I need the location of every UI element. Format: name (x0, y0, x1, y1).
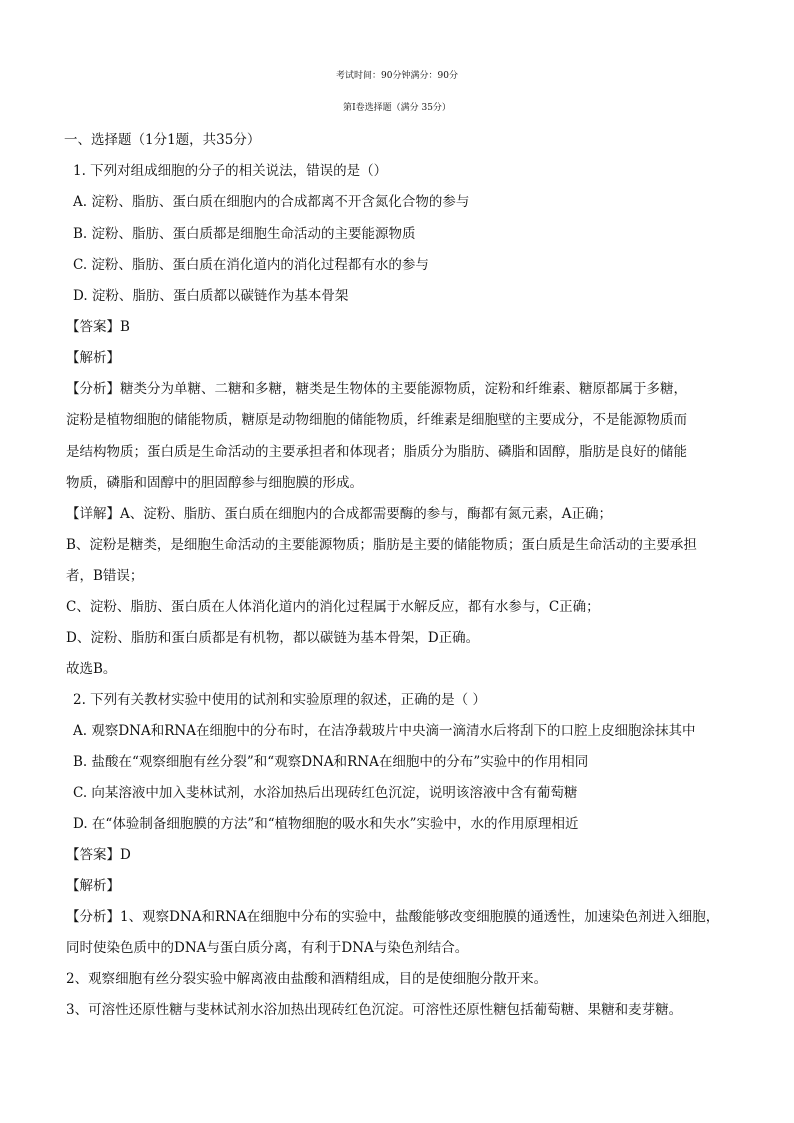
q1-option-d: D. 淀粉、脂肪、蛋白质都以碳链作为基本骨架 (73, 288, 349, 304)
q1-detail-line: 【详解】A、淀粉、脂肪、蛋白质在细胞内的合成都需要酶的参与，酶都有氮元素，A正确； (66, 506, 612, 522)
q2-stem: 2. 下列有关教材实验中使用的试剂和实验原理的叙述，正确的是（ ） (73, 692, 486, 708)
section-title: 第Ⅰ卷选择题（满分 35分） (343, 103, 451, 113)
q1-option-c: C. 淀粉、脂肪、蛋白质在消化道内的消化过程都有水的参与 (73, 257, 429, 273)
q2-option-c: C. 向某溶液中加入斐林试剂，水浴加热后出现砖红色沉淀，说明该溶液中含有葡萄糖 (73, 785, 578, 801)
q1-detail-line: D、淀粉、脂肪和蛋白质都是有机物，都以碳链为基本骨架，D正确。 (66, 630, 480, 646)
q1-detail-line: C、淀粉、脂肪、蛋白质在人体消化道内的消化过程属于水解反应，都有水参与，C正确； (66, 599, 600, 615)
q1-conclusion: 故选B。 (66, 661, 117, 677)
q1-analysis-line: 是结构物质；蛋白质是生命活动的主要承担者和体现者；脂质分为脂肪、磷脂和固醇，脂肪是良好的储能 (66, 444, 687, 460)
q1-option-b: B. 淀粉、脂肪、蛋白质都是细胞生命活动的主要能源物质 (73, 226, 416, 242)
part-heading: 一、选择题（1分1题，共35分） (64, 132, 261, 148)
q1-detail-line: B、淀粉是糖类，是细胞生命活动的主要能源物质；脂肪是主要的储能物质；蛋白质是生命活动的主要承担 (66, 537, 697, 553)
exam-time-score: 考试时间：90分钟满分：90分 (336, 71, 458, 81)
q2-analysis-label: 【解析】 (66, 878, 120, 894)
q1-answer: 【答案】B (66, 319, 130, 335)
q1-analysis-line: 淀粉是植物细胞的储能物质，糖原是动物细胞的储能物质，纤维素是细胞壁的主要成分，不是能源物质而 (66, 412, 687, 428)
q2-analysis-line: 3、可溶性还原性糖与斐林试剂水浴加热出现砖红色沉淀。可溶性还原性糖包括葡萄糖、果糖和麦芽糖。 (66, 1002, 683, 1018)
q2-analysis-line: 【分析】1、观察DNA和RNA在细胞中分布的实验中，盐酸能够改变细胞膜的通透性，加速染色剂进入细胞， (66, 909, 720, 925)
q2-analysis-line: 同时使染色质中的DNA与蛋白质分离，有利于DNA与染色剂结合。 (66, 940, 469, 956)
q1-analysis-line: 【分析】糖类分为单糖、二糖和多糖，糖类是生物体的主要能源物质，淀粉和纤维素、糖原都属于多糖， (66, 381, 687, 397)
q1-analysis-line: 物质，磷脂和固醇中的胆固醇参与细胞膜的形成。 (66, 475, 363, 491)
q1-detail-line: 者，B错误； (66, 568, 144, 584)
q1-analysis-label: 【解析】 (66, 350, 120, 366)
q2-answer: 【答案】D (66, 847, 131, 863)
q2-option-d: D. 在“体验制备细胞膜的方法”和“植物细胞的吸水和失水”实验中，水的作用原理相近 (73, 816, 579, 832)
q1-stem: 1. 下列对组成细胞的分子的相关说法，错误的是（） (73, 163, 388, 179)
q1-option-a: A. 淀粉、脂肪、蛋白质在细胞内的合成都离不开含氮化合物的参与 (73, 194, 470, 210)
q2-option-a: A. 观察DNA和RNA在细胞中的分布时，在洁净载玻片中央滴一滴清水后将刮下的口腔上皮细胞涂抹其中 (73, 723, 696, 739)
q2-option-b: B. 盐酸在“观察细胞有丝分裂”和“观察DNA和RNA在细胞中的分布”实验中的作用相同 (73, 754, 589, 770)
q2-analysis-line: 2、观察细胞有丝分裂实验中解离液由盐酸和酒精组成，目的是使细胞分散开来。 (66, 971, 548, 987)
